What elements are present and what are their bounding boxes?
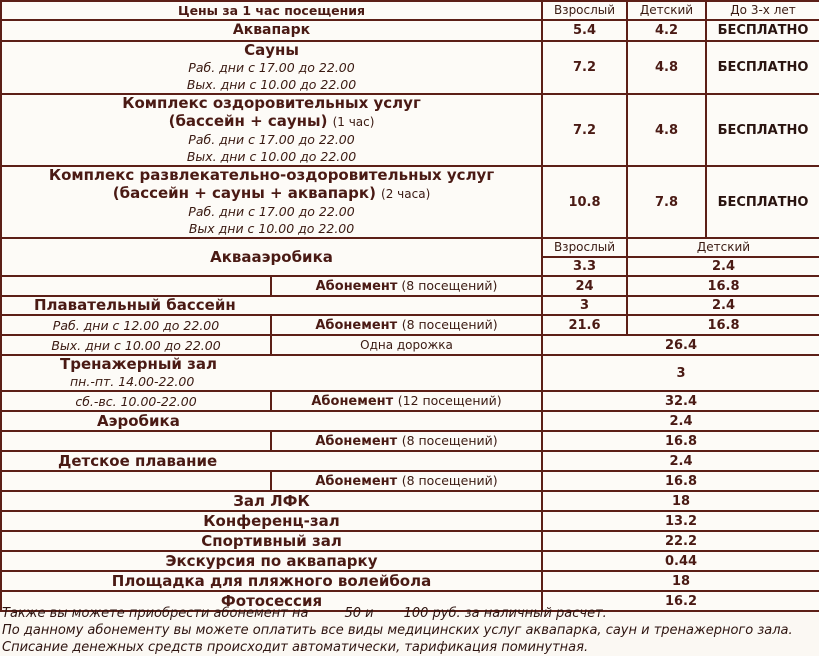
price-child: 4.2: [627, 20, 706, 41]
price-under3: БЕСПЛАТНО: [706, 41, 819, 94]
abon-price: 32.4: [542, 391, 819, 411]
service-name-aerobics: Аэробика: [1, 411, 542, 431]
table-row: [1, 531, 819, 551]
table-row: [1, 411, 819, 431]
service-name: Сауны: [244, 41, 299, 59]
service-name: Комплекс развлекательно-оздоровительных услуг: [48, 166, 495, 184]
footer-line: По данному абонементу вы можете оплатить все виды медицинских услуг аквапарка, саун и тренажерного зала.: [2, 623, 793, 638]
abon-price: 16.8: [542, 471, 819, 491]
lane-label: Одна дорожка: [271, 335, 542, 355]
service-name: Экскурсия по аквапарку: [1, 551, 542, 571]
table-row: [1, 296, 819, 315]
pool-hours-weekday: Раб. дни с 12.00 до 22.00: [1, 315, 271, 335]
service-name-detail: (бассейн + сауны): [168, 112, 328, 130]
price-child: 2.4: [627, 296, 819, 315]
abon-visits: (8 посещений): [401, 317, 498, 332]
price-under3: БЕСПЛАТНО: [706, 94, 819, 166]
pool-hours-weekend: Вых. дни с 10.00 до 22.00: [1, 335, 271, 355]
service-name: Комплекс оздоровительных услуг: [122, 94, 421, 112]
gym-cell: [1, 355, 542, 391]
abon-price-adult: 24: [542, 276, 627, 296]
gym-price: 3: [542, 355, 819, 391]
abon-label-cell: [271, 276, 542, 296]
service-name: Аквапарк: [1, 20, 542, 41]
service-name: Спортивный зал: [1, 531, 542, 551]
service-name-gym: Тренажерный зал: [60, 355, 217, 373]
footer-notes: [0, 605, 819, 656]
abon-label: Абонемент: [315, 474, 398, 489]
table-row: [1, 276, 819, 296]
price-child: 4.8: [627, 94, 706, 166]
price-adult: 10.8: [542, 166, 627, 238]
footer-line: Списание денежных средств происходит автоматически, тарификация поминутная.: [2, 640, 589, 655]
abon-visits: (8 посещений): [397, 278, 498, 293]
gym-hours-weekday: пн.-пт. 14.00-22.00: [70, 374, 195, 389]
abon-label-cell: [271, 431, 542, 451]
abon-label: Абонемент: [311, 394, 394, 409]
sub-header-adult: Взрослый: [542, 238, 627, 257]
header-child: Детский: [627, 1, 706, 20]
table-row: [1, 571, 819, 591]
price-child: 4.8: [627, 41, 706, 94]
abon-label-cell: [271, 471, 542, 491]
service-cell: [1, 41, 542, 94]
table-header: [1, 1, 819, 20]
table-row: [1, 41, 819, 94]
sub-header-child: Детский: [627, 238, 819, 257]
service-cell: [1, 94, 542, 166]
service-name: Конференц-зал: [1, 511, 542, 531]
price-child: 2.4: [627, 257, 819, 276]
abon-label-cell: [271, 315, 542, 335]
abon-label: Абонемент: [315, 434, 398, 449]
service-name-pool: Плавательный бассейн: [1, 296, 542, 315]
price-adult: 7.2: [542, 41, 627, 94]
abon-visits: (8 посещений): [401, 433, 498, 448]
price-child: 7.8: [627, 166, 706, 238]
service-price: 13.2: [542, 511, 819, 531]
table-row: [1, 391, 819, 411]
table-row: [1, 335, 819, 355]
header-under3: До 3-х лет: [706, 1, 819, 20]
abon-visits: (8 посещений): [401, 473, 498, 488]
service-price: 22.2: [542, 531, 819, 551]
footer-amount-50: 50 и: [344, 606, 374, 621]
service-name: Фотосессия: [1, 591, 542, 611]
price-under3: БЕСПЛАТНО: [706, 166, 819, 238]
footer-amount-100: 100 руб. за наличный расчет.: [403, 606, 607, 621]
abon-label-cell: [271, 391, 542, 411]
table-row: [1, 355, 819, 391]
header-title: Цены за 1 час посещения: [1, 1, 542, 20]
price-adult: 3.3: [542, 257, 627, 276]
gym-hours-weekend: сб.-вс. 10.00-22.00: [1, 391, 271, 411]
service-hours-weekend: Вых. дни с 10.00 до 22.00: [186, 149, 357, 164]
abon-price-child: 16.8: [627, 315, 819, 335]
kids-swim-price: 2.4: [542, 451, 819, 471]
price-adult: 7.2: [542, 94, 627, 166]
sub-header-row: [1, 238, 819, 257]
table-row: [1, 20, 819, 41]
service-hours-weekday: Раб. дни с 17.00 до 22.00: [188, 60, 355, 75]
table-row: [1, 511, 819, 531]
price-adult: 3: [542, 296, 627, 315]
service-hours-weekday: Раб. дни с 17.00 до 22.00: [188, 204, 355, 219]
abon-price-child: 16.8: [627, 276, 819, 296]
footer-text: Также вы можете приобрести абонемент на: [2, 606, 309, 621]
service-name: Площадка для пляжного волейбола: [1, 571, 542, 591]
abon-visits: (12 посещений): [397, 393, 502, 408]
price-under3: БЕСПЛАТНО: [706, 20, 819, 41]
service-hours-weekend: Вых дни с 10.00 до 22.00: [188, 221, 355, 236]
aerobics-price: 2.4: [542, 411, 819, 431]
service-duration: (1 час): [332, 115, 375, 129]
table-row: [1, 451, 819, 471]
table-row: [1, 431, 819, 451]
service-price: 16.2: [542, 591, 819, 611]
header-adult: Взрослый: [542, 1, 627, 20]
table-row: [1, 551, 819, 571]
table-row: [1, 94, 819, 166]
service-price: 18: [542, 571, 819, 591]
table-row: [1, 315, 819, 335]
abon-price: 16.8: [542, 431, 819, 451]
table-row: [1, 166, 819, 238]
service-hours-weekend: Вых. дни с 10.00 до 22.00: [186, 77, 357, 92]
service-name-aqua-aerobics: Аквааэробика: [1, 238, 542, 276]
price-adult: 5.4: [542, 20, 627, 41]
abon-price-adult: 21.6: [542, 315, 627, 335]
table-row: [1, 471, 819, 491]
service-price: 0.44: [542, 551, 819, 571]
service-name: Зал ЛФК: [1, 491, 542, 511]
lane-price: 26.4: [542, 335, 819, 355]
service-duration: (2 часа): [381, 187, 431, 201]
service-cell: [1, 166, 542, 238]
service-price: 18: [542, 491, 819, 511]
service-name-detail: (бассейн + сауны + аквапарк): [112, 184, 376, 202]
service-name-kids-swim: Детское плавание: [1, 451, 542, 471]
service-hours-weekday: Раб. дни с 17.00 до 22.00: [188, 132, 355, 147]
abon-label: Абонемент: [315, 279, 398, 294]
table-row: [1, 491, 819, 511]
abon-label: Абонемент: [315, 318, 398, 333]
footer-line: [0, 605, 819, 622]
